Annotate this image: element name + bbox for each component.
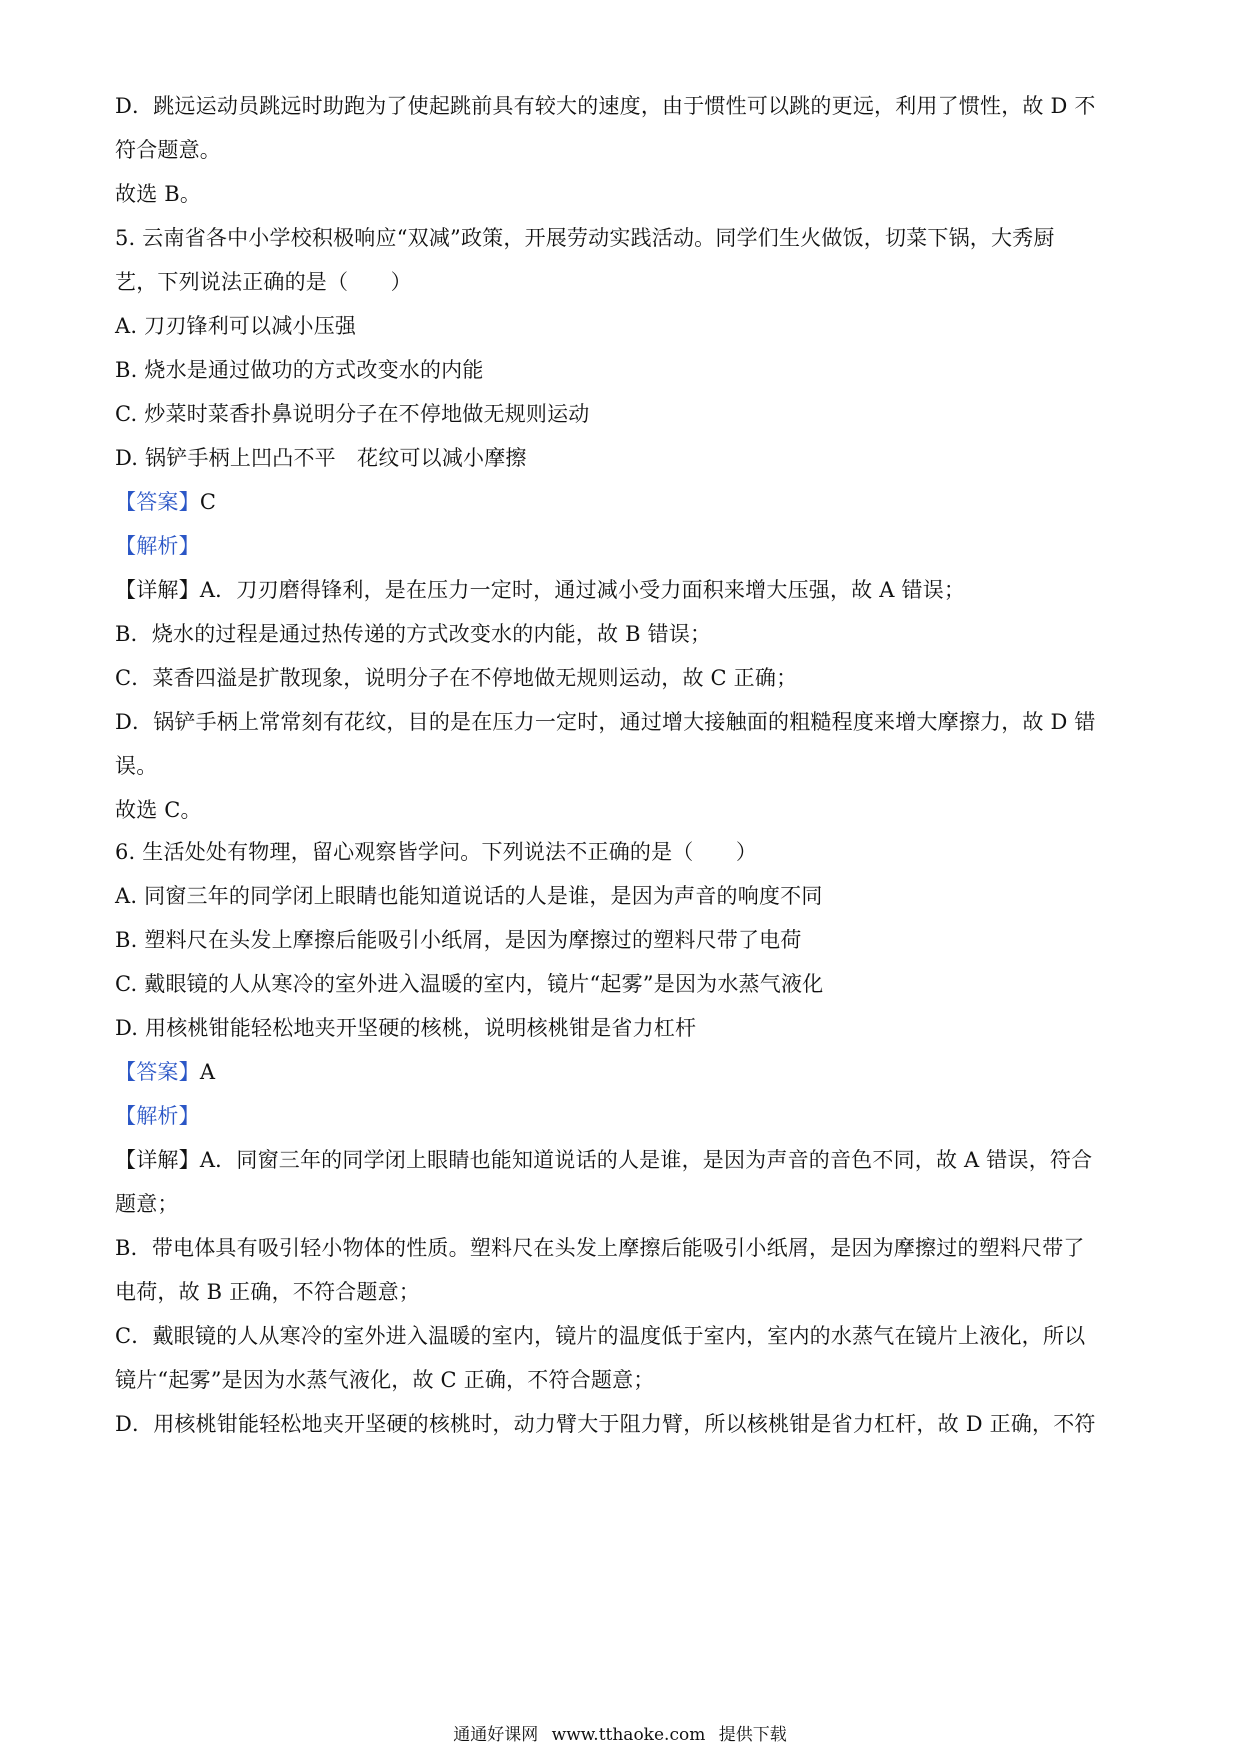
option-a: A. 刀刃锋利可以减小压强 [115,314,357,338]
question-5-stem: 艺，下列说法正确的是（ ） [115,270,412,294]
text-line: C．戴眼镜的人从寒冷的室外进入温暖的室内，镜片的温度低于室内，室内的水蒸气在镜片上液化，所以 [115,1324,1086,1348]
answer-tag: 【答案】 [115,490,200,514]
text-line: 误。 [115,754,158,778]
text-line: C．菜香四溢是扩散现象，说明分子在不停地做无规则运动，故 C 正确； [115,666,798,690]
analysis-tag: 【解析】 [115,1104,200,1128]
text-line: D．用核桃钳能轻松地夹开坚硬的核桃时，动力臂大于阻力臂，所以核桃钳是省力杠杆，故 D 正确，不符 [115,1412,1096,1436]
question-6-stem: 6. 生活处处有物理，留心观察皆学问。下列说法不正确的是（ ） [115,840,758,864]
option-a: A. 同窗三年的同学闭上眼睛也能知道说话的人是谁，是因为声音的响度不同 [115,884,823,908]
option-c: C. 戴眼镜的人从寒冷的室外进入温暖的室内，镜片“起雾”是因为水蒸气液化 [115,972,824,996]
analysis-tag: 【解析】 [115,534,200,558]
text-line: 故选 C。 [115,798,202,822]
analysis-line [115,532,1125,560]
text-line: 符合题意。 [115,138,221,162]
question-5-stem: 5. 云南省各中小学校积极响应“双减”政策，开展劳动实践活动。同学们生火做饭，切菜下锅，大秀厨 [115,226,1055,250]
text-line: 镜片“起雾”是因为水蒸气液化，故 C 正确，不符合题意； [115,1368,655,1392]
option-c: C. 炒菜时菜香扑鼻说明分子在不停地做无规则运动 [115,402,590,426]
analysis-line [115,1102,1125,1130]
text-line: B．烧水的过程是通过热传递的方式改变水的内能，故 B 错误； [115,622,712,646]
page-footer [0,1724,1240,1746]
text-line: D．锅铲手柄上常常刻有花纹，目的是在压力一定时，通过增大接触面的粗糙程度来增大摩擦力，故 D 错 [115,710,1096,734]
detail-tag: 【详解】 [115,1148,200,1172]
text-line: B．带电体具有吸引轻小物体的性质。塑料尺在头发上摩擦后能吸引小纸屑，是因为摩擦过的塑料尺带了 [115,1236,1085,1260]
footer-url[interactable]: www.tthaoke.com [551,1725,706,1745]
footer-note: 提供下载 [718,1725,787,1745]
option-d: D. 用核桃钳能轻松地夹开坚硬的核桃，说明核桃钳是省力杠杆 [115,1016,697,1040]
text-line: 电荷，故 B 正确，不符合题意； [115,1280,420,1304]
option-b: B. 烧水是通过做功的方式改变水的内能 [115,358,484,382]
detail-tag: 【详解】 [115,578,200,602]
answer-tag: 【答案】 [115,1060,200,1084]
option-d: D. 锅铲手柄上凹凸不平 花纹可以减小摩擦 [115,446,527,470]
option-b: B. 塑料尺在头发上摩擦后能吸引小纸屑，是因为摩擦过的塑料尺带了电荷 [115,928,802,952]
detail-line: 【详解】A．刀刃磨得锋利，是在压力一定时，通过减小受力面积来增大压强，故 A 错误； [115,578,966,602]
text-line: 题意； [115,1192,179,1216]
answer-line: 【答案】A [115,1060,216,1084]
detail-line: 【详解】A．同窗三年的同学闭上眼睛也能知道说话的人是谁，是因为声音的音色不同，故 A 错误，符合 [115,1148,1093,1172]
answer-line: 【答案】C [115,490,217,514]
text-line: D．跳远运动员跳远时助跑为了使起跳前具有较大的速度，由于惯性可以跳的更远，利用了惯性，故 D 不 [115,94,1096,118]
footer-site-name: 通通好课网 [453,1725,539,1745]
text-line: 故选 B。 [115,182,202,206]
